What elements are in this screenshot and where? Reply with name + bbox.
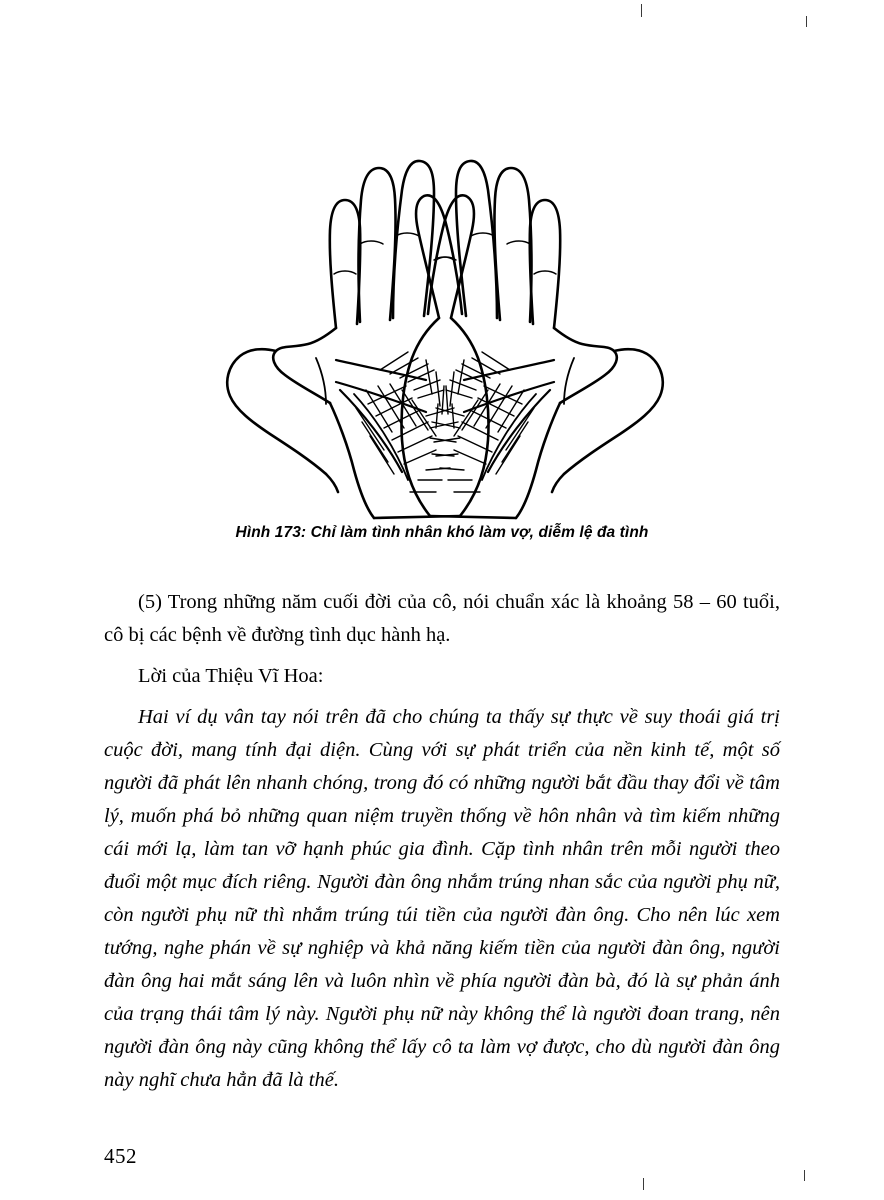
page-number: 452 [104,1144,137,1168]
registration-tick [641,4,642,17]
paragraph-author-note: Lời của Thiệu Vĩ Hoa: [138,665,324,687]
body-text [104,586,780,1097]
paragraph-5: (5) Trong những năm cuối đời của cô, nói chuẩn xác là khoảng 58 – 60 tuổi, cô bị các bệnh về đường tình dục hành hạ. [104,591,780,646]
paragraph-commentary-block [104,701,780,1097]
registration-tick [643,1178,644,1190]
registration-tick [804,1170,805,1181]
paragraph-commentary: Hai ví dụ vân tay nói trên đã cho chúng ta thấy sự thực về suy thoái giá trị cuộc đời, mang tính đại diện. Cùng với sự phát triển của nền kinh tế, một số người đã phát lên nhanh chóng, trong đó có những người bắt đầu thay đổi về tâm lý, muốn phá bỏ những quan niệm truyền thống về hôn nhân và tìm kiếm những cái mới lạ, làm tan vỡ hạnh phúc gia đình. Cặp tình nhân trên mỗi người theo đuổi một mục đích riêng. Người đàn ông nhắm trúng nhan sắc của người phụ nữ, còn người phụ nữ thì nhắm trúng túi tiền của người đàn ông. Cho nên lúc xem tướng, nghe phán về sự nghiệp và khả năng kiếm tiền của người đàn ông, người đàn ông hai mắt sáng lên và luôn nhìn về phía người đàn bà, đó là sự phản ánh của trạng thái tâm lý này. Người phụ nữ này không thể là người đoan trang, nên người đàn ông này cũng không thể lấy cô ta làm vợ được, cho dù người đàn ông này nghĩ chưa hẳn đã là thế. [104,706,780,1091]
registration-tick [806,16,807,27]
palmistry-hands-illustration [140,60,750,520]
figure-caption: Hình 173: Chỉ làm tình nhân khó làm vợ, diễm lệ đa tình [235,524,649,541]
